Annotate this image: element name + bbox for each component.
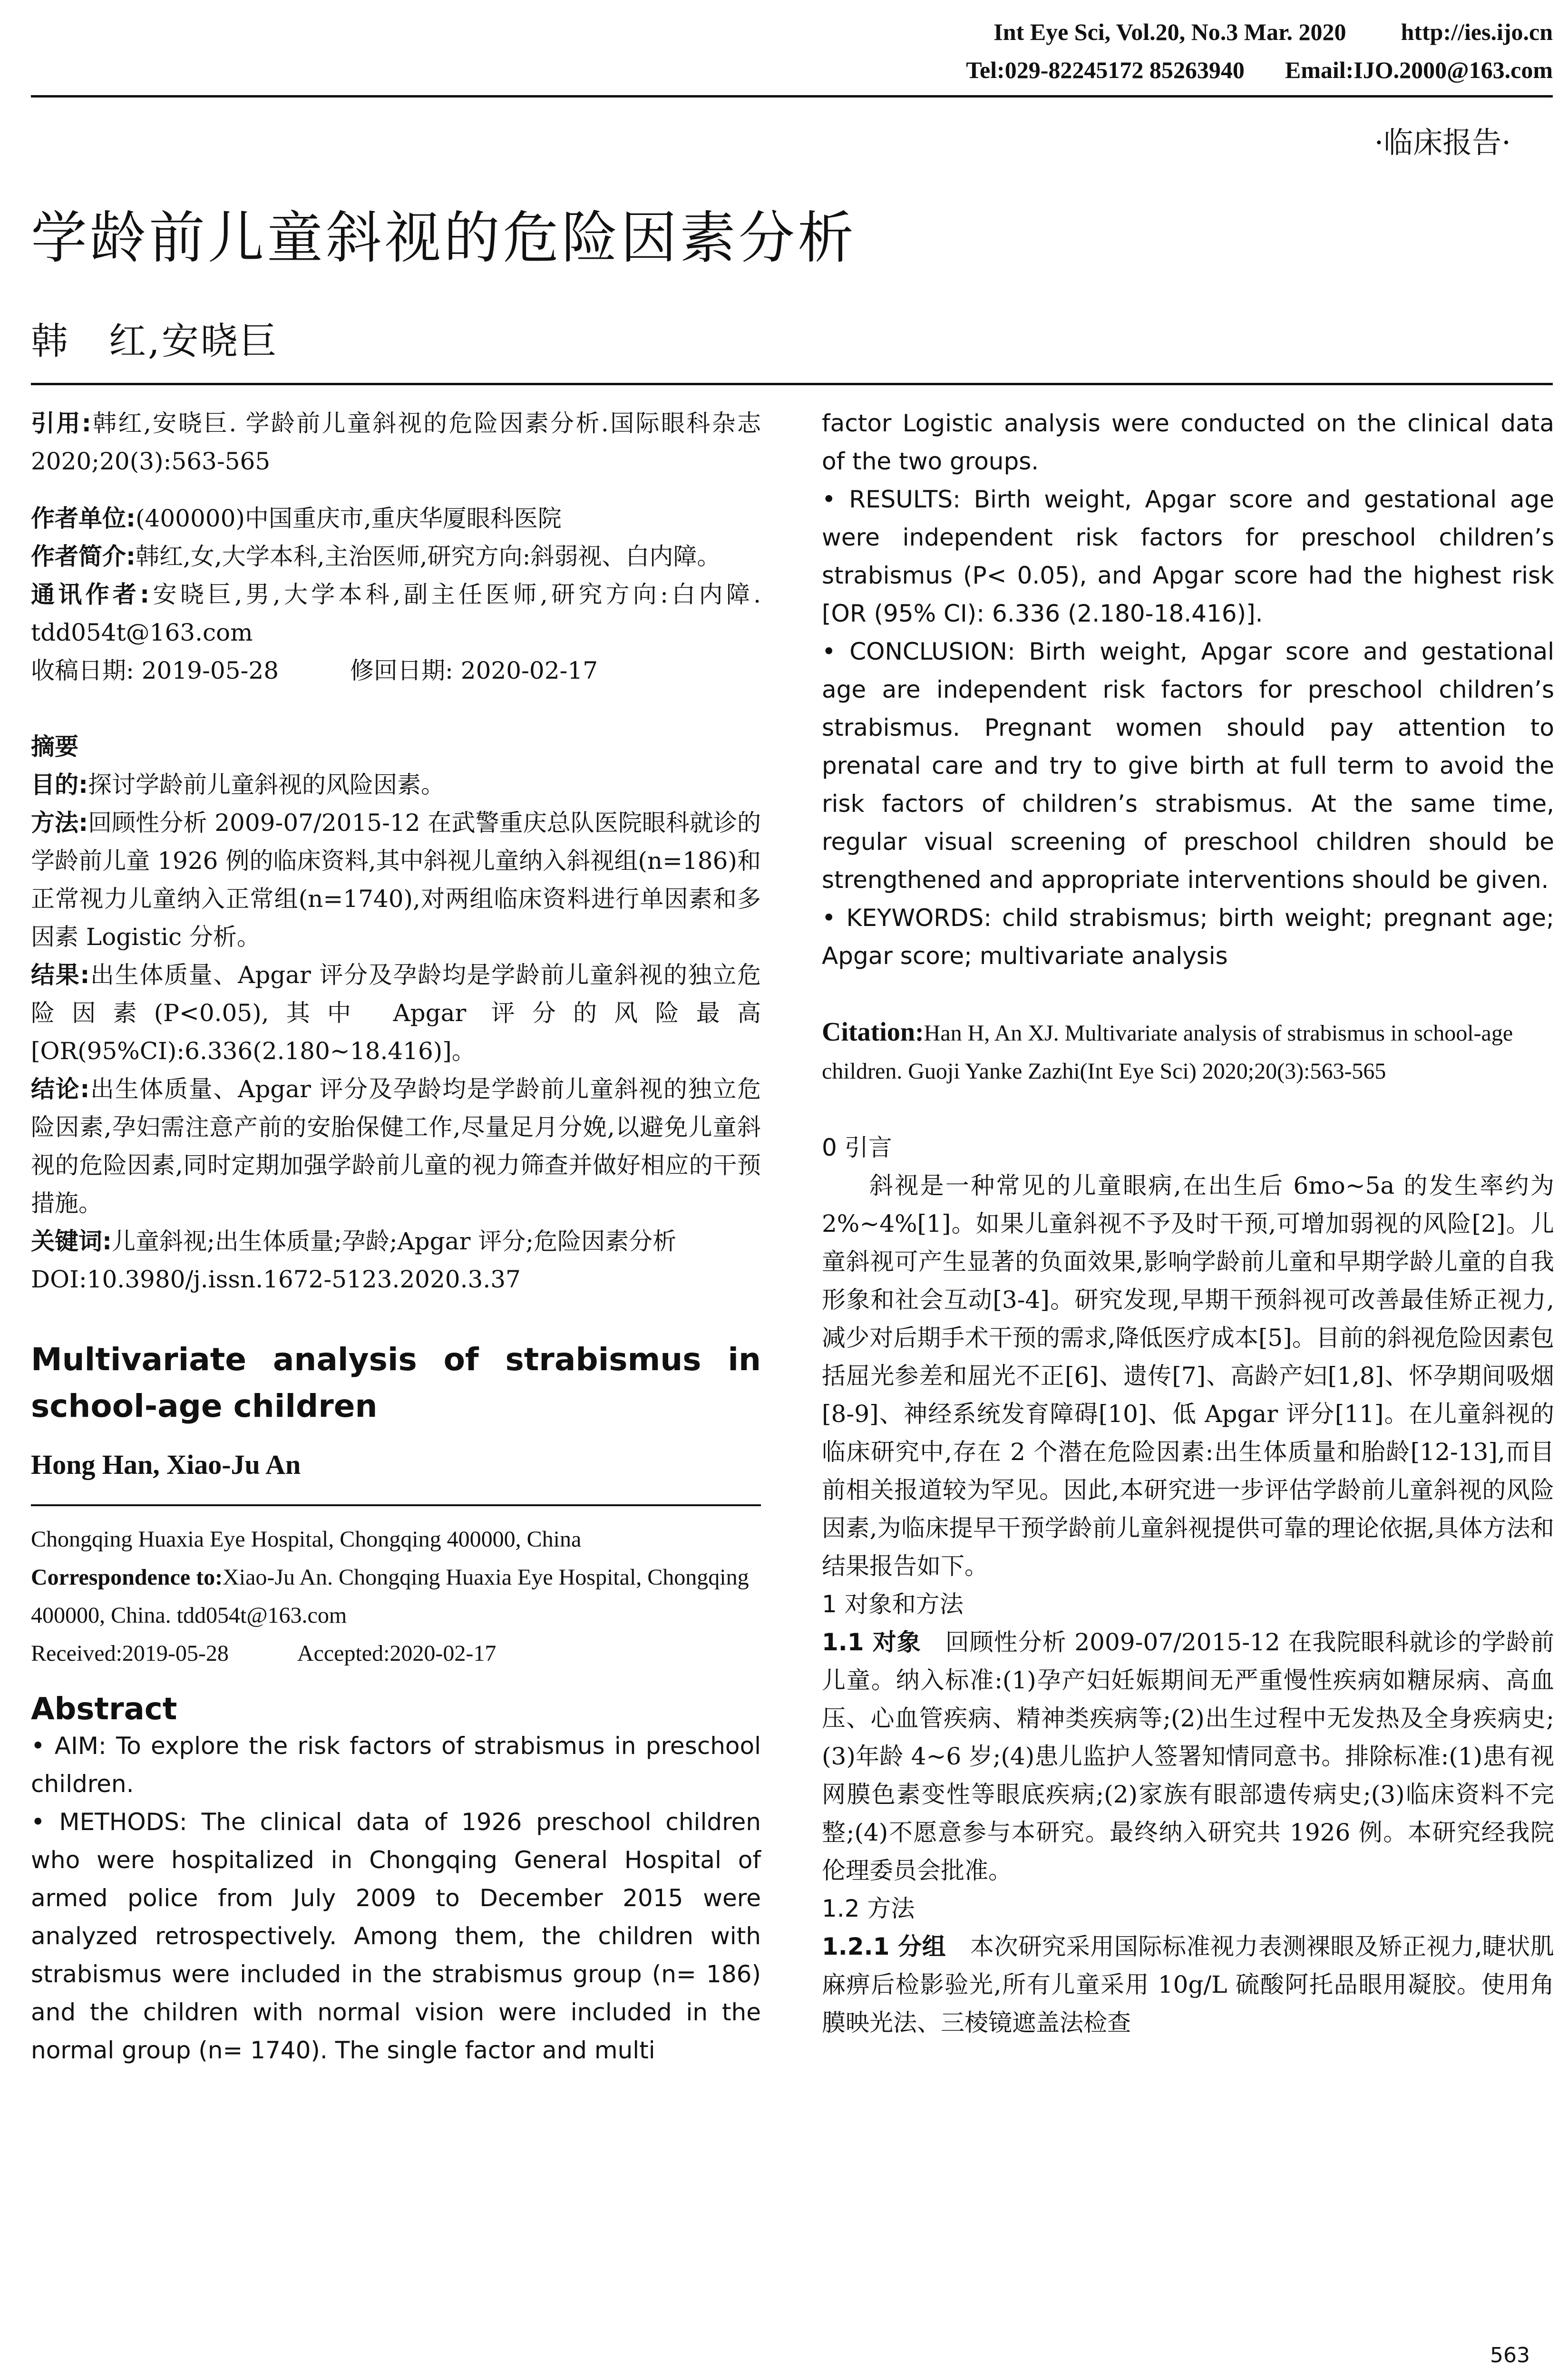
- received-dates: 收稿日期: 2019-05-28 修回日期: 2020-02-17: [31, 657, 598, 684]
- journal-tel: Tel:029-82245172 85263940: [966, 57, 1245, 83]
- section-1-1: 1.1 对象 回顾性分析 2009-07/2015-12 在我院眼科就诊的学龄前儿童。纳入标准:(1)孕产妇妊娠期间无严重慢性疾病如糖尿病、高血压、心血管疾病、精神类疾病等;(2)出生过程中无发热及全身疾病史;(3)年龄 4~6 岁;(4)患儿监护人签署知情同意书。排除标准:(1)患有视网膜色素变性等眼底疾病;(2)家族有眼部遗传病史;(3)临床资料不完整;(4)不愿意参与本研究。最终纳入研究共 1926 例。本研究经我院伦理委员会批准。: [822, 1628, 1555, 1884]
- author-intro: 作者简介:韩红,女,大学本科,主治医师,研究方向:斜弱视、白内障。: [31, 543, 721, 570]
- journal-email: Email:IJO.2000@163.com: [1285, 57, 1553, 83]
- english-aim: • AIM: To explore the risk factors of strabismus in preschool children.: [31, 1732, 761, 1798]
- section-1-heading: 1 对象和方法: [822, 1590, 964, 1618]
- citation-cn: 引用:韩红,安晓巨. 学龄前儿童斜视的危险因素分析.国际眼科杂志 2020;20(3):563-565: [31, 409, 761, 475]
- english-authors: Hong Han, Xiao-Ju An: [31, 1449, 301, 1480]
- article-authors: 韩 红,安晓巨: [31, 320, 279, 363]
- author-unit: 作者单位:(400000)中国重庆市,重庆华厦眼科医院: [31, 505, 562, 532]
- header-rule: [31, 95, 1553, 97]
- section-1-2-1: 1.2.1 分组 本次研究采用国际标准视力表测裸眼及矫正视力,睫状肌麻痹后检影验光,所有儿童采用 10g/L 硫酸阿托品眼用凝胶。使用角膜映光法、三棱镜遮盖法检查: [822, 1933, 1555, 2036]
- abstract-result: 结果:出生体质量、Apgar 评分及孕龄均是学龄前儿童斜视的独立危险因素(P<0.05),其中 Apgar 评分的风险最高[OR(95%CI):6.336(2.180~18.416)]。: [31, 961, 761, 1065]
- section-0-heading: 0 引言: [822, 1134, 892, 1161]
- page-number: 563: [1490, 2343, 1530, 2367]
- english-abstract-heading: Abstract: [31, 1692, 177, 1727]
- english-methods: • METHODS: The clinical data of 1926 preschool children who were hospitalized in Chongqing General Hospital of armed police from July 2009 to December 2015 were analyzed retrospectively. Among them, the children with strabismus were included in the strabismus group (n= 186) and the children with normal vision were included in the normal group (n= 1740). The single factor and multi: [31, 1808, 761, 2064]
- article-title: 学龄前儿童斜视的危险因素分析: [31, 205, 857, 271]
- journal-issue: Int Eye Sci, Vol.20, No.3 Mar. 2020: [993, 19, 1346, 45]
- english-results: • RESULTS: Birth weight, Apgar score and gestational age were independent risk factors for preschool children’s strabismus (P< 0.05), and Apgar score had the highest risk [OR (95% CI): 6.336 (2.180-18.416)].: [822, 486, 1554, 627]
- right-column: [822, 404, 1554, 2042]
- journal-url: http://ies.ijo.cn: [1401, 19, 1553, 45]
- journal-header-line1: [993, 18, 1553, 46]
- section-0-text: 斜视是一种常见的儿童眼病,在出生后 6mo~5a 的发生率约为 2%~4%[1]。如果儿童斜视不予及时干预,可增加弱视的风险[2]。儿童斜视可产生显著的负面效果,影响学龄前儿童和早期学龄儿童的自我形象和社会互动[3-4]。研究发现,早期干预斜视可改善最佳矫正视力,减少对后期手术干预的需求,降低医疗成本[5]。目前的斜视危险因素包括屈光参差和屈光不正[6]、遗传[7]、高龄产妇[1,8]、怀孕期间吸烟[8-9]、神经系统发育障碍[10]、低 Apgar 评分[11]。在儿童斜视的临床研究中,存在 2 个潜在危险因素:出生体质量和胎龄[12-13],而目前相关报道较为罕见。因此,本研究进一步评估学龄前儿童斜视的风险因素,为临床提早干预学龄前儿童斜视提供可靠的理论依据,具体方法和结果报告如下。: [822, 1172, 1554, 1580]
- english-correspondence: Correspondence to:Xiao-Ju An. Chongqing Huaxia Eye Hospital, Chongqing 400000, China. tdd054t@163.com: [31, 1565, 749, 1628]
- title-rule: [31, 383, 1553, 385]
- english-conclusion: • CONCLUSION: Birth weight, Apgar score and gestational age are independent risk factors for preschool children’s strabismus. Pregnant women should pay attention to prenatal care and try to give birth at full term to avoid the risk factors of children’s strabismus. At the same time, regular visual screening of preschool children should be strengthened and appropriate interventions should be given.: [822, 638, 1554, 894]
- left-column: [31, 404, 761, 2069]
- section-1-2-heading: 1.2 方法: [822, 1895, 915, 1922]
- abstract-heading-cn: 摘要: [31, 733, 78, 760]
- abstract-method: 方法:回顾性分析 2009-07/2015-12 在武警重庆总队医院眼科就诊的学龄前儿童 1926 例的临床资料,其中斜视儿童纳入斜视组(n=186)和正常视力儿童纳入正常组(n=1740),对两组临床资料进行单因素和多因素 Logistic 分析。: [31, 809, 761, 951]
- english-title: Multivariate analysis of strabismus in school-age children: [31, 1341, 761, 1424]
- abstract-conclusion: 结论:出生体质量、Apgar 评分及孕龄均是学龄前儿童斜视的独立危险因素,孕妇需注意产前的安胎保健工作,尽量足月分娩,以避免儿童斜视的危险因素,同时定期加强学龄前儿童的视力筛查并做好相应的干预措施。: [31, 1075, 761, 1217]
- english-citation: Citation:Han H, An XJ. Multivariate analysis of strabismus in school-age children. Guoji Yanke Zazhi(Int Eye Sci) 2020;20(3):563-565: [822, 1017, 1513, 1084]
- corresponding-author: 通讯作者:安晓巨,男,大学本科,副主任医师,研究方向:白内障. tdd054t@163.com: [31, 581, 761, 646]
- doi: DOI:10.3980/j.issn.1672-5123.2020.3.37: [31, 1266, 521, 1293]
- english-dates: Received:2019-05-28 Accepted:2020-02-17: [31, 1641, 497, 1666]
- keywords-cn: 关键词:儿童斜视;出生体质量;孕龄;Apgar 评分;危险因素分析: [31, 1227, 677, 1255]
- english-keywords: • KEYWORDS: child strabismus; birth weight; pregnant age; Apgar score; multivariate analysis: [822, 904, 1554, 970]
- article-category: ·临床报告·: [1374, 125, 1511, 160]
- abstract-aim: 目的:探讨学龄前儿童斜视的风险因素。: [31, 771, 445, 799]
- english-methods-continued: factor Logistic analysis were conducted on the clinical data of the two groups.: [822, 409, 1554, 475]
- en-author-rule: [31, 1504, 761, 1506]
- journal-header-line2: [966, 56, 1553, 84]
- english-affiliation: Chongqing Huaxia Eye Hospital, Chongqing 400000, China: [31, 1527, 582, 1552]
